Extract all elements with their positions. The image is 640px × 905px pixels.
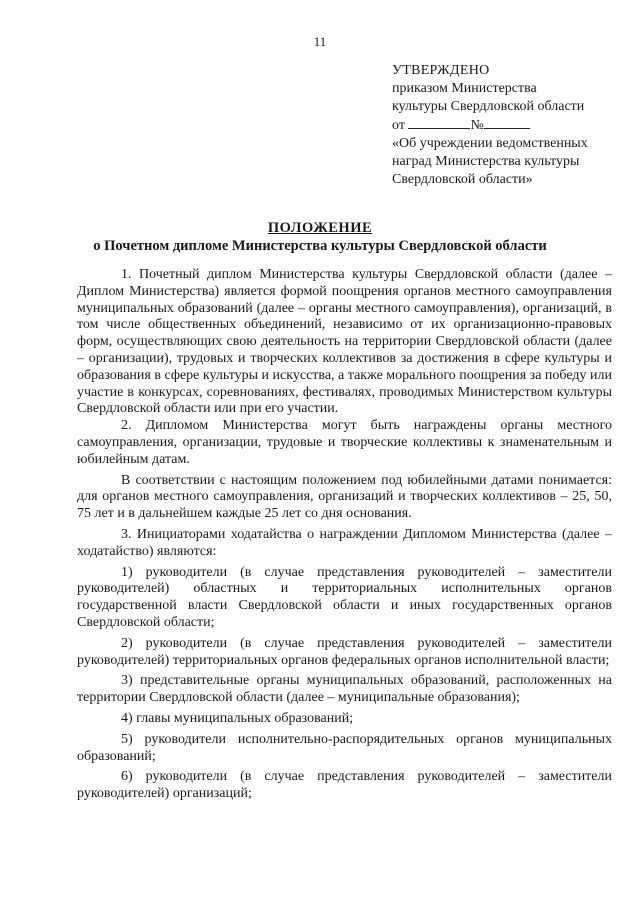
approval-subject-1: «Об учреждении ведомственных — [392, 136, 588, 151]
approval-block — [392, 62, 627, 189]
paragraph-4: 3. Инициаторами ходатайства о награждении Дипломом Министерства (далее – ходатайство) являются: — [77, 526, 612, 559]
list-item-6: 6) руководители (в случае представления руководителей – заместители руководителей) организаций; — [77, 769, 612, 802]
list-item-1: 1) руководители (в случае представления руководителей – заместители руководителей) областных и территориальных исполнительных органов государственной власти Свердловской области и иных государственных органов Свердловской области; — [77, 564, 612, 630]
page-number: 11 — [313, 34, 327, 49]
list-item-2: 2) руководители (в случае представления руководителей – заместители руководителей) территориальных органов федеральных органов исполнительной власти; — [77, 635, 612, 668]
date-prefix: от — [392, 118, 405, 133]
approval-line-1: приказом Министерства — [392, 81, 537, 96]
paragraph-3: В соответствии с настоящим положением под юбилейными датами понимается: для органов местного самоуправления, организаций и творческих коллективов – 25, 50, 75 лет и в дальнейшем каждые 25 лет со дня основания. — [77, 472, 612, 522]
document-body — [77, 267, 612, 803]
list-item-3: 3) представительные органы муниципальных образований, расположенных на территории Свердловской области (далее – муниципальные образования); — [77, 673, 612, 706]
number-sign: № — [470, 118, 484, 133]
approval-heading: УТВЕРЖДЕНО — [392, 63, 490, 78]
document-title — [0, 219, 640, 255]
paragraph-2: 2. Дипломом Министерства могут быть награждены органы местного самоуправления, организации, трудовые и творческие коллективы к знаменательным и юбилейным датам. — [77, 418, 612, 467]
paragraph-1: 1. Почетный диплом Министерства культуры Свердловской области (далее – Диплом Министерства) является формой поощрения органов местного самоуправления муниципальных образований (далее – органы местного самоуправления), организаций, в том числе общественных объединений, независимо от их организационно-правовых форм, осуществляющих свою деятельность на территории Свердловской области (далее – организации), трудовых и творческих коллективов за достижения в сфере культуры и образования в сфере культуры и искусства, а также морального поощрения за победу или участие в конкурсах, соревнованиях, фестивалях, проводимых Министерством культуры Свердловской области или при его участии. — [77, 267, 612, 417]
list-item-4: 4) главы муниципальных образований; — [121, 710, 354, 726]
approval-date-line — [392, 116, 627, 135]
number-blank — [484, 116, 530, 129]
approval-line-2: культуры Свердловской области — [392, 99, 585, 114]
title-line-2: о Почетном дипломе Министерства культуры Свердловской области — [93, 238, 547, 254]
title-line-1: ПОЛОЖЕНИЕ — [267, 220, 373, 236]
list-item-5: 5) руководители исполнительно-распорядительных органов муниципальных образований; — [77, 731, 612, 764]
approval-subject-2: наград Министерства культуры — [392, 154, 580, 169]
approval-subject-3: Свердловской области» — [392, 172, 533, 187]
date-blank — [408, 116, 470, 129]
